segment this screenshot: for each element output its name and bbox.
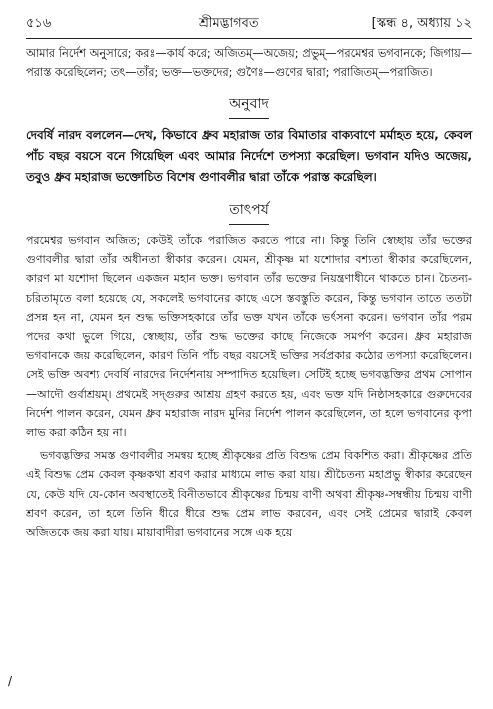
purport-paragraph: ভগবদ্ভক্তির সমস্ত গুণাবলীর সমন্বয় হচ্ছে শ্রীকৃষ্ণের প্রতি বিশুদ্ধ প্রেম বিকশিত করা। শ্রীকৃষ্ণের প্রতি এই বিশুদ্ধ প্রেম কেবল কৃষ্ণকথা শ্রবণ করার মাধ্যমে লাভ করা যায়। শ্রীচৈতন্য মহাপ্রভু স্বীকার করেছেন যে, কেউ যদি যে-কোন অবস্থাতেই বিনীতভাবে শ্রীকৃষ্ণের চিন্ময় বাণী অথবা শ্রীকৃষ্ণ-সম্বন্ধীয় চিন্ময় বাণী শ্রবণ করেন, তা হলে তিনি ধীরে ধীরে শুদ্ধ প্রেম লাভ করবেন, এবং সেই প্রেমের দ্বারাই কেবল অজিতকে জয় করা যায়। মায়াবাদীরা ভগবানের সঙ্গে এক হয়ে xyxy=(26,449,472,540)
translation-heading: অনুবাদ xyxy=(26,92,472,119)
section-reference: [স্কন্ধ ৪, অধ্যায় ১২ xyxy=(371,16,472,31)
synonyms-text: আমার নির্দেশ অনুসারে; করঃ—কার্য করে; অজিতম্—অজেয়; প্রভুম্—পরমেশ্বর ভগবানকে; জিগায়—পরাস্ত করেছিলেন; তৎ—তাঁর; ভক্ত—ভক্তদের; গুণৈঃ—গুণের দ্বারা; পরাজিতম্—পরাজিত। xyxy=(26,47,472,79)
purport-paragraph: পরমেশ্বর ভগবান অজিত; কেউই তাঁকে পরাজিত করতে পারে না। কিন্তু তিনি স্বেচ্ছায় তাঁর ভক্তের গুণাবলীর দ্বারা তাঁর অধীনতা স্বীকার করেন। যেমন, শ্রীকৃষ্ণ মা যশোদার বশ্যতা স্বীকার করেছিলেন, কারণ মা যশোদা ছিলেন একজন মহান ভক্ত। ভগবান তাঁর ভক্তের নিয়ন্ত্রণাধীনে থাকতে চান। চৈতন্য-চরিতামৃতে বলা হয়েছে যে, সকলেই ভগবানের কাছে এসে স্তবস্তুতি করেন, কিন্তু ভগবান তাতে ততটা প্রসন্ন হন না, যেমন হন শুদ্ধ ভক্তিসহকারে তাঁর ভক্ত যখন তাঁকে ভর্ৎসনা করেন। ভগবান তাঁর পরম পদের কথা ভুলে গিয়ে, স্বেচ্ছায়, তাঁর শুদ্ধ ভক্তের কাছে নিজেকে সমর্পণ করেন। ধ্রুব মহারাজ ভগবানকে জয় করেছিলেন, কারণ তিনি পাঁচ বছর বয়সেই ভক্তির সর্বপ্রকার কঠোর তপস্যা করেছিলেন। সেই ভক্তি অবশ্য দেবর্ষি নারদের নির্দেশনায় সম্পাদিত হয়েছিল। সেটিই হচ্ছে ভগবদ্ভক্তির প্রথম সোপান—আদৌ গুর্বাশ্রয়ম্। প্রথমেই সদ্গুরুর আশ্রয় গ্রহণ করতে হয়, এবং ভক্ত যদি নিষ্ঠাসহকারে গুরুদেবের নির্দেশ পালন করেন, যেমন ধ্রুব মহারাজ নারদ মুনির নির্দেশ পালন করেছিলেন, তা হলে ভগবানের কৃপা লাভ করা কঠিন হয় না। xyxy=(26,234,472,440)
purport-body xyxy=(26,231,472,542)
purport-heading: তাৎপর্য xyxy=(26,198,472,225)
book-page xyxy=(26,14,472,542)
margin-mark: / xyxy=(8,674,13,688)
header-rule xyxy=(26,38,472,39)
book-title: শ্রীমদ্ভাগবত xyxy=(199,16,259,31)
page-number: ৫১৬ xyxy=(26,16,52,31)
page-header xyxy=(26,14,472,34)
translation-text: দেবর্ষি নারদ বললেন—দেখ, কিভাবে ধ্রুব মহারাজ তার বিমাতার বাক্যবাণে মর্মাহত হয়ে, কেবল পাঁচ বছর বয়সে বনে গিয়েছিল এবং আমার নির্দেশে তপস্যা করেছিল। ভগবান যদিও অজেয়, তবুও ধ্রুব মহারাজ ভক্তোচিত বিশেষ গুণাবলীর দ্বারা তাঁকে পরাস্ত করেছিল। xyxy=(26,128,472,184)
